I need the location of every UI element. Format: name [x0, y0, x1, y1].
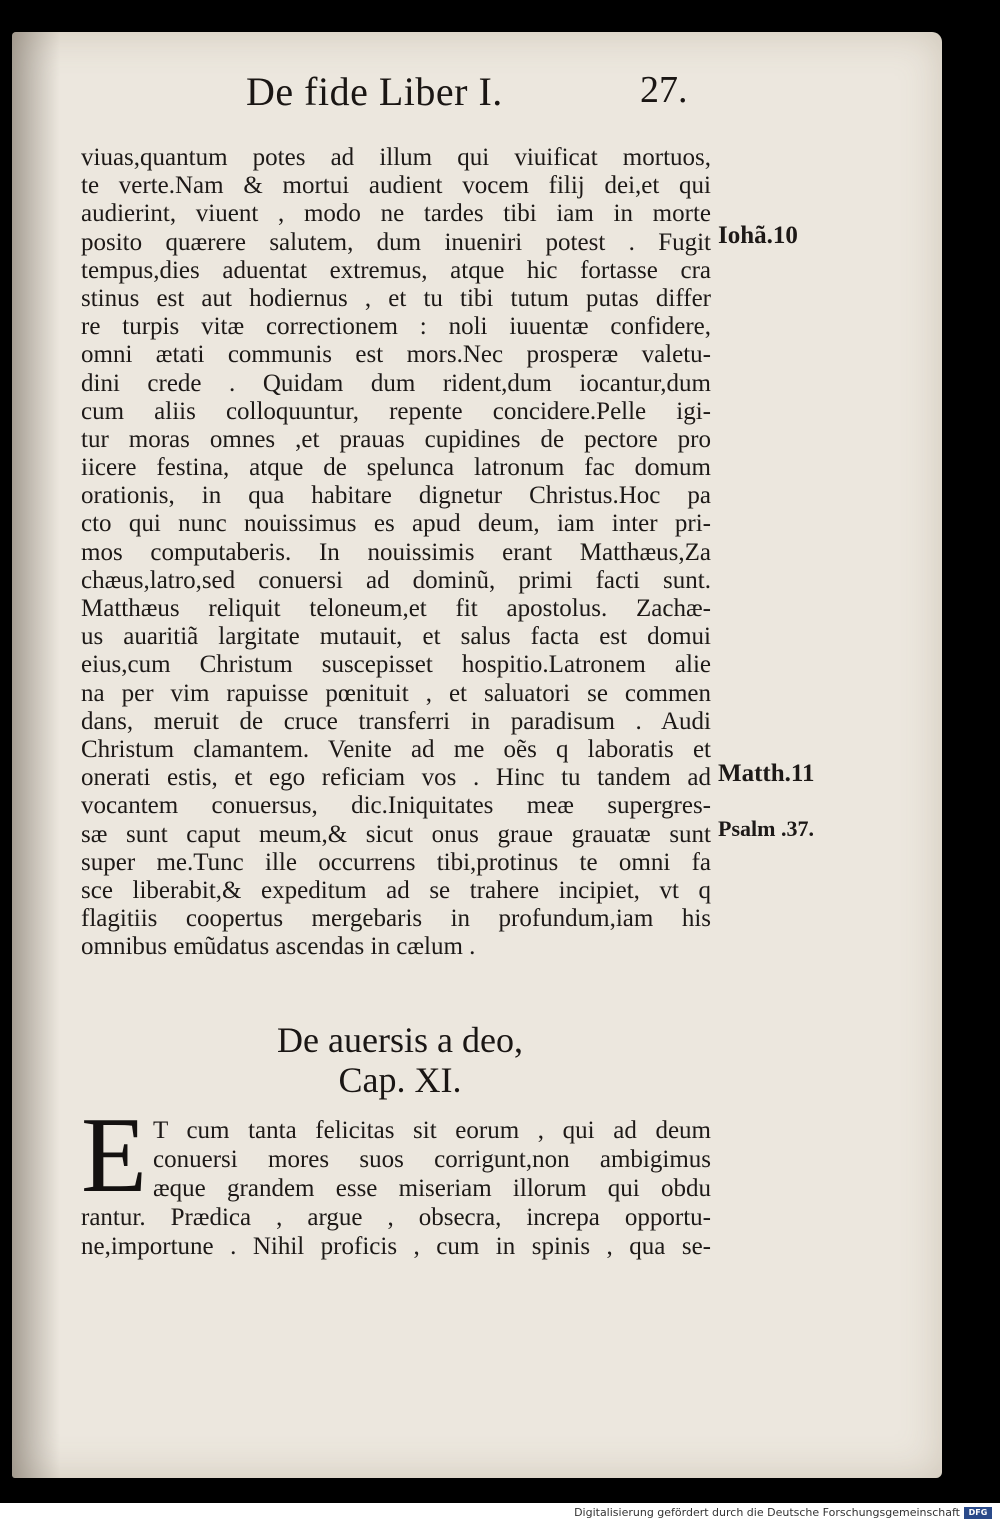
drop-cap-initial: E: [81, 1096, 147, 1215]
text-line: cum aliis colloquuntur, repente concidere.Pelle igi-: [81, 397, 711, 425]
text-line: rantur. Prædica , argue , obsecra, increpa opportu-: [81, 1204, 711, 1231]
text-line: æque grandem esse miseriam illorum qui obdu: [153, 1175, 711, 1202]
text-line: omnibus emũdatus ascendas in cælum .: [81, 933, 476, 961]
chapter-text-block: [81, 1096, 711, 1261]
text-line: flagitiis coopertus mergebaris in profundum,iam his: [81, 905, 711, 933]
text-line: mos computaberis. In nouissimis erant Matthæus,Za: [81, 538, 711, 566]
text-line: posito quærere salutem, dum inueniri potest . Fugit: [81, 228, 711, 256]
text-line: ne,importune . Nihil proficis , cum in spinis , qua se-: [81, 1233, 711, 1260]
text-line: vocantem conuersus, dic.Iniquitates meæ supergres-: [81, 792, 711, 820]
text-line: viuas,quantum potes ad illum qui viuificat mortuos,: [81, 144, 711, 171]
running-head: [228, 68, 728, 128]
page-number: 27.: [640, 69, 688, 111]
marginal-note-iohannes: Iohã.10: [718, 222, 798, 249]
text-line: T cum tanta felicitas sit eorum , qui ad deum: [153, 1117, 711, 1144]
text-line: na per vim rapuisse pœnituit , et saluatori se commen: [81, 679, 711, 707]
text-line: tur moras omnes ,et prauas cupidines de pectore pro: [81, 425, 711, 453]
text-line: iicere festina, atque de spelunca latronum fac domum: [81, 454, 711, 482]
text-line: tempus,dies aduentat extremus, atque hic fortasse cra: [81, 256, 711, 284]
text-line: conuersi mores suos corrigunt,non ambigimus: [153, 1146, 711, 1173]
page-gutter-shadow: [12, 32, 60, 1478]
text-line: us auaritiã largitate mutauit, et salus facta est domui: [81, 623, 711, 651]
text-line: audierint, viuent , modo ne tardes tibi iam in morte: [81, 200, 711, 228]
running-head-title: De fide Liber I.: [246, 69, 503, 114]
text-line: sæ sunt caput meum,& sicut onus graue grauatæ sunt: [81, 820, 711, 848]
text-line: cto qui nunc nouissimus es apud deum, iam inter pri-: [81, 510, 711, 538]
text-line: eius,cum Christum suscepisset hospitio.Latronem alie: [81, 651, 711, 679]
main-text-block: [81, 144, 711, 961]
text-line: onerati estis, et ego reficiam vos . Hinc tu tandem ad: [81, 764, 711, 792]
text-line: dans, meruit de cruce transferri in paradisum . Audi: [81, 707, 711, 735]
marginal-note-psalm: Psalm .37.: [718, 816, 814, 841]
text-line: super me.Tunc ille occurrens tibi,protinus te omni fa: [81, 848, 711, 876]
text-line: te verte.Nam & mortui audient vocem filij dei,et qui: [81, 172, 711, 200]
chapter-number: Cap. XI.: [338, 1060, 462, 1100]
text-line: orationis, in qua habitare dignetur Christus.Hoc pa: [81, 482, 711, 510]
text-line: omni ætati communis est mors.Nec prosperæ valetu-: [81, 341, 711, 369]
text-line: stinus est aut hodiernus , et tu tibi tutum putas differ: [81, 284, 711, 312]
text-line: Christum clamantem. Venite ad me oẽs q laboratis et: [81, 735, 711, 763]
text-line: sce liberabit,& expeditum ad se trahere incipiet, vt q: [81, 876, 711, 904]
chapter-heading: [150, 1020, 650, 1100]
text-line: chæus,latro,sed conuersi ad dominũ, primi facti sunt.: [81, 566, 711, 594]
digitization-credit: Digitalisierung gefördert durch die Deutsche Forschungsgemeinschaft: [574, 1506, 960, 1519]
dfg-logo: DFG: [964, 1507, 992, 1519]
marginal-notes: [718, 0, 918, 1400]
text-line: Matthæus reliquit teloneum,et fit apostolus. Zachæ-: [81, 595, 711, 622]
text-line: re turpis vitæ correctionem : noli iuuentæ confidere,: [81, 313, 711, 341]
text-line: dini crede . Quidam dum rident,dum iocantur,dum: [81, 369, 711, 397]
chapter-title: De auersis a deo,: [277, 1020, 523, 1060]
marginal-note-matthaeus: Matth.11: [718, 760, 815, 787]
